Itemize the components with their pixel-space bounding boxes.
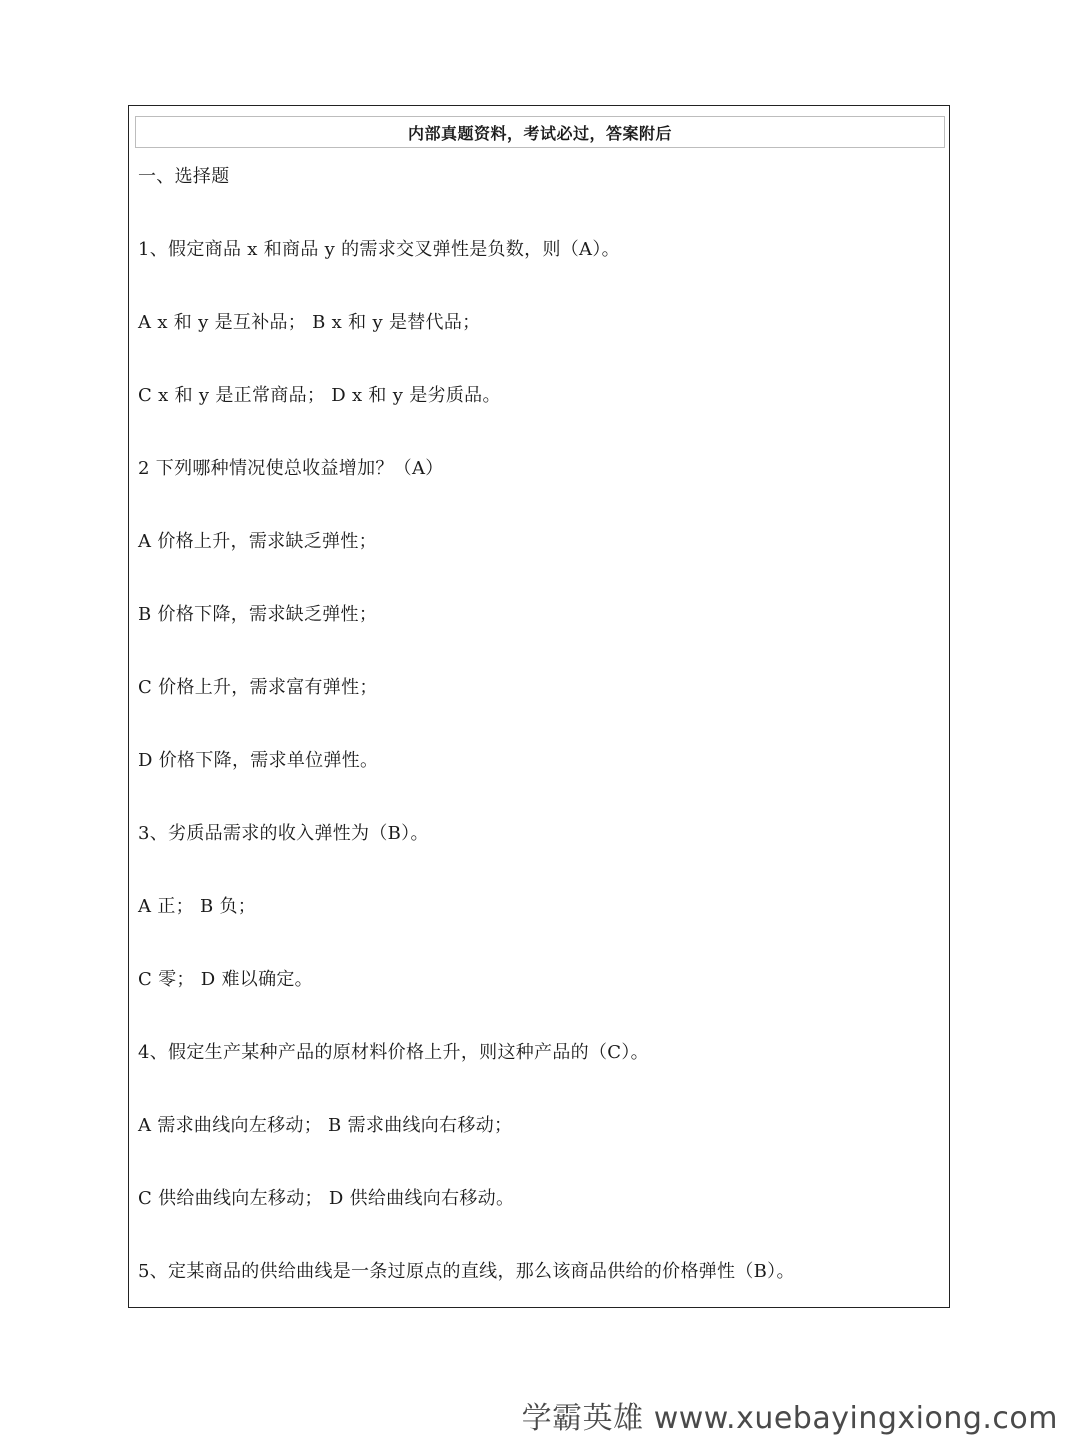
q2-option-a: A 价格上升，需求缺乏弹性；	[138, 531, 377, 552]
question-3: 3、劣质品需求的收入弹性为（B）。	[138, 823, 429, 844]
question-5: 5、定某商品的供给曲线是一条过原点的直线，那么该商品供给的价格弹性（B）。	[138, 1261, 795, 1282]
q1-options-cd: C x 和 y 是正常商品； D x 和 y 是劣质品。	[138, 385, 501, 406]
q2-option-c: C 价格上升，需求富有弹性；	[138, 677, 378, 698]
section-title: 一、选择题	[138, 166, 230, 187]
question-1: 1、假定商品 x 和商品 y 的需求交叉弹性是负数，则（A）。	[138, 239, 620, 260]
question-2: 2 下列哪种情况使总收益增加？（A）	[138, 458, 444, 479]
question-4: 4、假定生产某种产品的原材料价格上升，则这种产品的（C）。	[138, 1042, 649, 1063]
q3-options-ab: A 正； B 负；	[138, 896, 257, 917]
q4-options-ab: A 需求曲线向左移动； B 需求曲线向右移动；	[138, 1115, 513, 1136]
document-header	[135, 116, 945, 148]
document-frame	[128, 105, 950, 1308]
q3-options-cd: C 零； D 难以确定。	[138, 969, 313, 990]
header-title: 内部真题资料，考试必过，答案附后	[407, 123, 672, 143]
q4-options-cd: C 供给曲线向左移动； D 供给曲线向右移动。	[138, 1188, 515, 1209]
q2-option-d: D 价格下降，需求单位弹性。	[138, 750, 379, 771]
q2-option-b: B 价格下降，需求缺乏弹性；	[138, 604, 378, 625]
q1-options-ab: A x 和 y 是互补品； B x 和 y 是替代品；	[138, 312, 481, 333]
site-watermark: 学霸英雄 www.xuebayingxiong.com	[521, 1401, 1058, 1436]
